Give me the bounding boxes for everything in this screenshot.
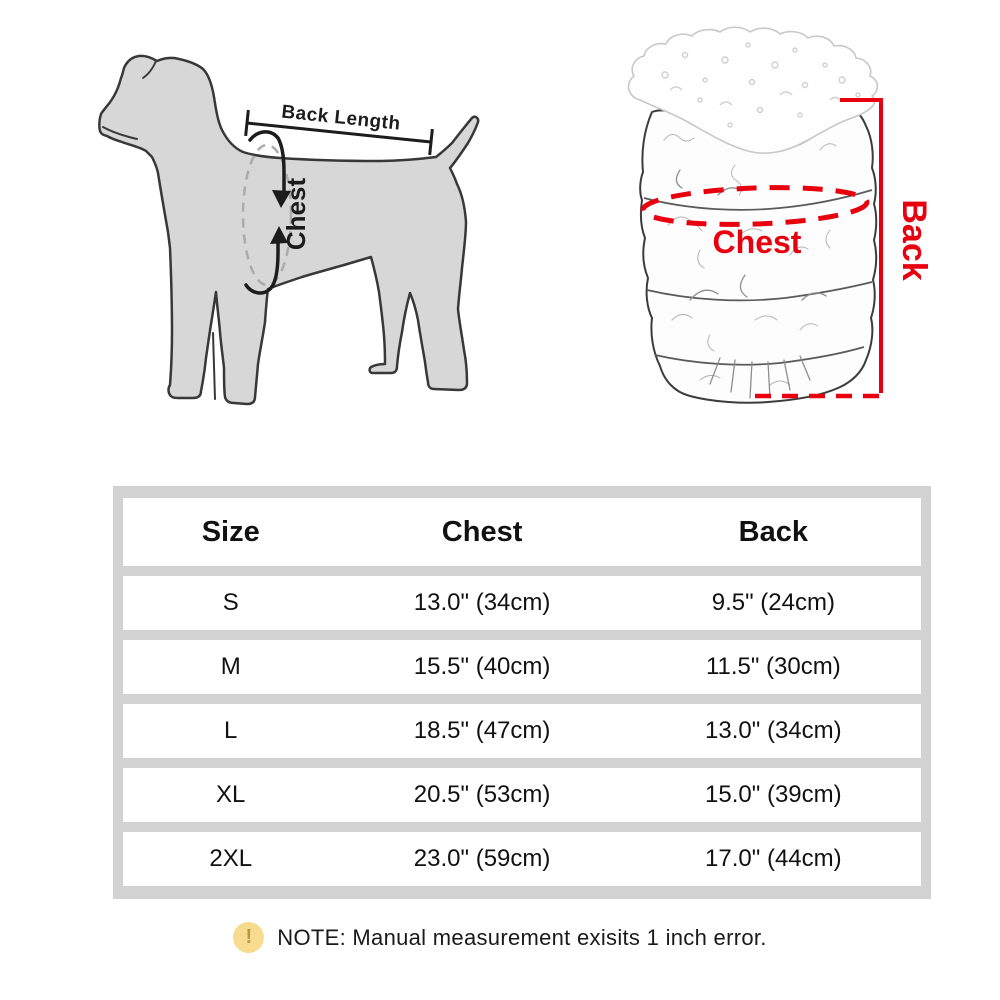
back-length-label: Back Length <box>280 101 402 135</box>
exclamation-icon: ! <box>233 922 264 953</box>
header-size: Size <box>201 515 260 548</box>
dog-leg-separator-line <box>213 333 215 399</box>
table-row <box>123 832 921 886</box>
size-cell: S <box>222 589 239 616</box>
table-row <box>123 576 921 630</box>
back-cell: 17.0" (44cm) <box>705 845 842 872</box>
jacket-chest-label: Chest <box>712 224 802 260</box>
chest-cell: 20.5" (53cm) <box>413 781 551 808</box>
chest-cell: 13.0" (34cm) <box>413 589 551 616</box>
chest-cell: 23.0" (59cm) <box>413 845 551 872</box>
measurement-note <box>0 922 1000 953</box>
size-table <box>113 486 931 899</box>
size-table-header-row <box>123 498 921 566</box>
chest-cell: 18.5" (47cm) <box>413 717 551 744</box>
back-length-tick-left <box>246 110 249 136</box>
measurement-diagrams <box>0 0 1000 475</box>
dog-chest-label: Chest <box>281 177 311 251</box>
header-back: Back <box>738 515 808 548</box>
jacket-illustration <box>628 27 933 402</box>
table-row <box>123 640 921 694</box>
back-cell: 13.0" (34cm) <box>705 717 842 744</box>
back-cell: 11.5" (30cm) <box>705 653 841 680</box>
table-row <box>123 768 921 822</box>
table-row <box>123 704 921 758</box>
size-table-rows <box>123 576 921 886</box>
back-length-tick-right <box>430 129 433 155</box>
size-cell: M <box>220 653 241 680</box>
back-cell: 15.0" (39cm) <box>705 781 842 808</box>
size-cell: 2XL <box>209 845 253 872</box>
header-chest: Chest <box>441 515 523 548</box>
size-cell: L <box>224 717 238 744</box>
note-text: NOTE: Manual measurement exisits 1 inch error. <box>277 924 767 950</box>
jacket-back-label: Back <box>895 199 933 281</box>
size-cell: XL <box>216 781 246 808</box>
back-cell: 9.5" (24cm) <box>711 589 835 616</box>
chest-cell: 15.5" (40cm) <box>413 653 551 680</box>
dog-illustration <box>99 56 478 404</box>
